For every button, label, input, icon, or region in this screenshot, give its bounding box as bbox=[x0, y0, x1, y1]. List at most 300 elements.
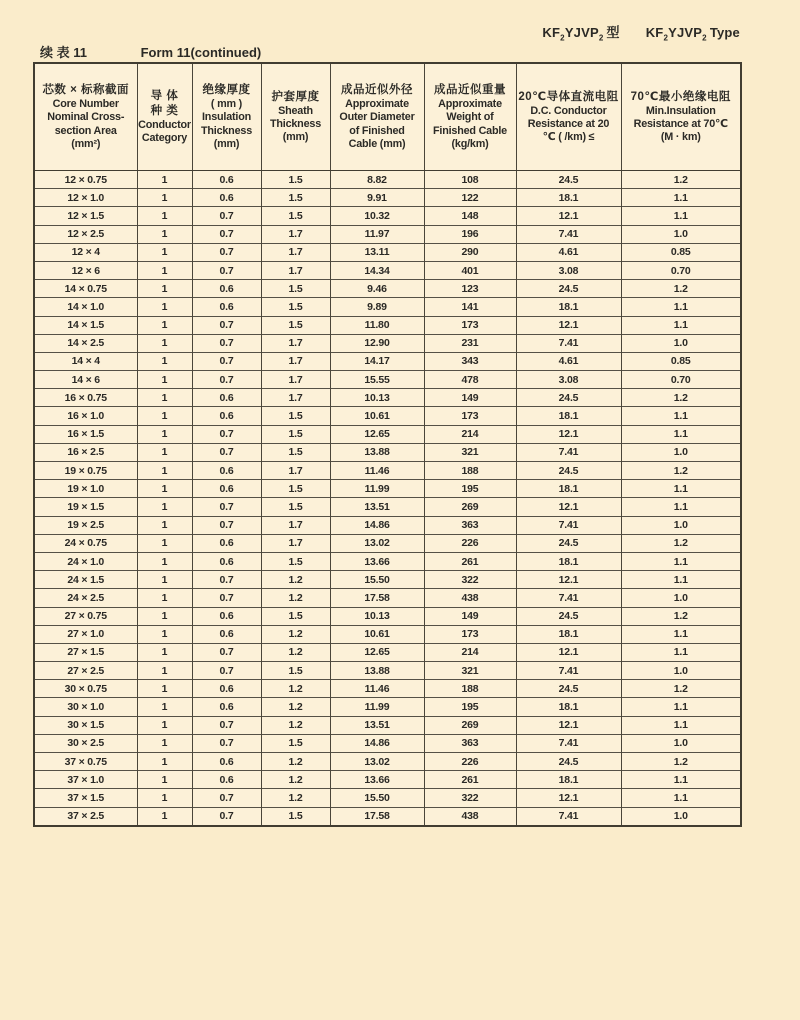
cell-weight: 438 bbox=[424, 589, 516, 607]
cell-dc-resistance: 18.1 bbox=[516, 298, 621, 316]
cell-outer-diameter: 10.61 bbox=[330, 407, 424, 425]
table-caption-cn: 续 表 11 bbox=[40, 45, 87, 60]
cell-conductor-category: 1 bbox=[137, 298, 192, 316]
cell-conductor-category: 1 bbox=[137, 662, 192, 680]
cell-sheath-thickness: 1.5 bbox=[261, 498, 330, 516]
cell-core-number: 16 × 1.0 bbox=[34, 407, 137, 425]
header-line: Nominal Cross- bbox=[47, 111, 125, 124]
table-row bbox=[34, 534, 741, 552]
cell-conductor-category: 1 bbox=[137, 571, 192, 589]
cell-sheath-thickness: 1.2 bbox=[261, 643, 330, 661]
cell-conductor-category: 1 bbox=[137, 680, 192, 698]
spec-table-header bbox=[34, 63, 741, 171]
cell-min-insulation-resistance: 0.70 bbox=[621, 371, 741, 389]
header-line: Category bbox=[141, 132, 188, 144]
header-line: Approximate bbox=[438, 98, 502, 111]
header-line: (mm) bbox=[282, 131, 309, 144]
header-line: 护套厚度 bbox=[271, 90, 320, 103]
cell-insulation-thickness: 0.7 bbox=[192, 225, 261, 243]
cell-min-insulation-resistance: 1.1 bbox=[621, 716, 741, 734]
cell-weight: 173 bbox=[424, 316, 516, 334]
header-line: Resistance at 70℃ bbox=[633, 117, 728, 130]
cell-weight: 123 bbox=[424, 280, 516, 298]
cell-min-insulation-resistance: 1.1 bbox=[621, 298, 741, 316]
cell-conductor-category: 1 bbox=[137, 316, 192, 334]
cell-outer-diameter: 14.86 bbox=[330, 734, 424, 752]
header-line: Conductor bbox=[138, 118, 191, 131]
cell-weight: 122 bbox=[424, 189, 516, 207]
cell-dc-resistance: 4.61 bbox=[516, 243, 621, 261]
cell-min-insulation-resistance: 1.1 bbox=[621, 425, 741, 443]
cell-insulation-thickness: 0.7 bbox=[192, 516, 261, 534]
cell-sheath-thickness: 1.5 bbox=[261, 480, 330, 498]
cell-sheath-thickness: 1.5 bbox=[261, 734, 330, 752]
cell-min-insulation-resistance: 1.2 bbox=[621, 534, 741, 552]
header-line: Min.Insulation bbox=[645, 104, 716, 117]
cell-weight: 148 bbox=[424, 207, 516, 225]
cell-insulation-thickness: 0.7 bbox=[192, 207, 261, 225]
table-caption-en: Form 11(continued) bbox=[140, 45, 262, 60]
cell-weight: 322 bbox=[424, 571, 516, 589]
cell-weight: 401 bbox=[424, 261, 516, 279]
cell-insulation-thickness: 0.6 bbox=[192, 753, 261, 771]
header-line: Resistance at 20 bbox=[527, 117, 610, 130]
cell-core-number: 27 × 0.75 bbox=[34, 607, 137, 625]
cell-dc-resistance: 18.1 bbox=[516, 407, 621, 425]
cell-core-number: 14 × 1.5 bbox=[34, 316, 137, 334]
cell-dc-resistance: 12.1 bbox=[516, 498, 621, 516]
header-line: 20℃导体直流电阻 bbox=[518, 90, 619, 103]
cell-dc-resistance: 7.41 bbox=[516, 225, 621, 243]
cell-outer-diameter: 10.61 bbox=[330, 625, 424, 643]
cell-weight: 149 bbox=[424, 607, 516, 625]
cell-weight: 231 bbox=[424, 334, 516, 352]
cell-min-insulation-resistance: 0.70 bbox=[621, 261, 741, 279]
cell-dc-resistance: 24.5 bbox=[516, 753, 621, 771]
cable-type-label bbox=[542, 22, 740, 43]
cell-core-number: 37 × 1.5 bbox=[34, 789, 137, 807]
cell-weight: 226 bbox=[424, 753, 516, 771]
cell-dc-resistance: 18.1 bbox=[516, 552, 621, 570]
table-row bbox=[34, 189, 741, 207]
table-row bbox=[34, 371, 741, 389]
table-row bbox=[34, 443, 741, 461]
cell-conductor-category: 1 bbox=[137, 207, 192, 225]
cell-outer-diameter: 9.89 bbox=[330, 298, 424, 316]
cell-sheath-thickness: 1.5 bbox=[261, 443, 330, 461]
column-header-insulation-thickness bbox=[192, 63, 261, 171]
cell-insulation-thickness: 0.6 bbox=[192, 389, 261, 407]
cell-min-insulation-resistance: 1.0 bbox=[621, 334, 741, 352]
cell-dc-resistance: 12.1 bbox=[516, 425, 621, 443]
cell-dc-resistance: 12.1 bbox=[516, 207, 621, 225]
table-row bbox=[34, 643, 741, 661]
cell-core-number: 16 × 0.75 bbox=[34, 389, 137, 407]
cell-dc-resistance: 4.61 bbox=[516, 352, 621, 370]
cell-sheath-thickness: 1.5 bbox=[261, 807, 330, 826]
table-row bbox=[34, 716, 741, 734]
cell-dc-resistance: 24.5 bbox=[516, 534, 621, 552]
cell-sheath-thickness: 1.7 bbox=[261, 534, 330, 552]
cell-weight: 188 bbox=[424, 680, 516, 698]
cell-core-number: 14 × 4 bbox=[34, 352, 137, 370]
cell-outer-diameter: 14.86 bbox=[330, 516, 424, 534]
cell-dc-resistance: 7.41 bbox=[516, 807, 621, 826]
cell-conductor-category: 1 bbox=[137, 334, 192, 352]
column-header-dc-resistance bbox=[516, 63, 621, 171]
cell-outer-diameter: 13.02 bbox=[330, 534, 424, 552]
header-line: 70℃最小绝缘电阻 bbox=[630, 90, 731, 103]
cell-insulation-thickness: 0.7 bbox=[192, 734, 261, 752]
cell-min-insulation-resistance: 1.1 bbox=[621, 189, 741, 207]
cell-core-number: 24 × 1.5 bbox=[34, 571, 137, 589]
cell-weight: 290 bbox=[424, 243, 516, 261]
cell-dc-resistance: 7.41 bbox=[516, 734, 621, 752]
cell-weight: 261 bbox=[424, 552, 516, 570]
cell-conductor-category: 1 bbox=[137, 771, 192, 789]
cell-sheath-thickness: 1.7 bbox=[261, 389, 330, 407]
cell-sheath-thickness: 1.7 bbox=[261, 243, 330, 261]
cell-outer-diameter: 13.51 bbox=[330, 716, 424, 734]
cell-sheath-thickness: 1.2 bbox=[261, 716, 330, 734]
cell-outer-diameter: 11.97 bbox=[330, 225, 424, 243]
cell-dc-resistance: 12.1 bbox=[516, 316, 621, 334]
cell-weight: 261 bbox=[424, 771, 516, 789]
header-line: Finished Cable bbox=[433, 124, 507, 137]
cell-outer-diameter: 10.13 bbox=[330, 607, 424, 625]
cell-dc-resistance: 7.41 bbox=[516, 443, 621, 461]
cell-sheath-thickness: 1.5 bbox=[261, 407, 330, 425]
column-header-conductor-category bbox=[137, 63, 192, 171]
cell-core-number: 27 × 1.5 bbox=[34, 643, 137, 661]
cell-insulation-thickness: 0.7 bbox=[192, 243, 261, 261]
cell-insulation-thickness: 0.7 bbox=[192, 334, 261, 352]
cell-conductor-category: 1 bbox=[137, 643, 192, 661]
cell-core-number: 12 × 1.0 bbox=[34, 189, 137, 207]
cell-sheath-thickness: 1.7 bbox=[261, 516, 330, 534]
table-row bbox=[34, 607, 741, 625]
cell-dc-resistance: 24.5 bbox=[516, 280, 621, 298]
cell-min-insulation-resistance: 0.85 bbox=[621, 352, 741, 370]
header-line: 导 体 bbox=[150, 89, 179, 102]
cell-weight: 321 bbox=[424, 662, 516, 680]
cell-outer-diameter: 13.88 bbox=[330, 443, 424, 461]
cell-weight: 438 bbox=[424, 807, 516, 826]
header-line: (mm²) bbox=[71, 137, 101, 150]
cell-weight: 363 bbox=[424, 734, 516, 752]
cell-weight: 195 bbox=[424, 480, 516, 498]
cell-core-number: 24 × 1.0 bbox=[34, 552, 137, 570]
cell-sheath-thickness: 1.5 bbox=[261, 207, 330, 225]
cell-weight: 226 bbox=[424, 534, 516, 552]
cell-core-number: 30 × 0.75 bbox=[34, 680, 137, 698]
table-row bbox=[34, 207, 741, 225]
cell-outer-diameter: 11.99 bbox=[330, 480, 424, 498]
spec-table-body bbox=[34, 171, 741, 826]
cell-conductor-category: 1 bbox=[137, 225, 192, 243]
table-row bbox=[34, 407, 741, 425]
cell-min-insulation-resistance: 1.2 bbox=[621, 680, 741, 698]
cell-sheath-thickness: 1.5 bbox=[261, 316, 330, 334]
cell-min-insulation-resistance: 1.0 bbox=[621, 662, 741, 680]
header-line: section Area bbox=[54, 124, 117, 137]
cell-conductor-category: 1 bbox=[137, 498, 192, 516]
table-row bbox=[34, 680, 741, 698]
table-row bbox=[34, 498, 741, 516]
cell-outer-diameter: 9.91 bbox=[330, 189, 424, 207]
header-line: Cable (mm) bbox=[348, 137, 406, 150]
cell-min-insulation-resistance: 1.2 bbox=[621, 753, 741, 771]
cell-insulation-thickness: 0.6 bbox=[192, 534, 261, 552]
cell-outer-diameter: 13.66 bbox=[330, 771, 424, 789]
cell-conductor-category: 1 bbox=[137, 534, 192, 552]
cell-dc-resistance: 12.1 bbox=[516, 716, 621, 734]
cell-core-number: 14 × 0.75 bbox=[34, 280, 137, 298]
cell-weight: 214 bbox=[424, 643, 516, 661]
cell-core-number: 12 × 1.5 bbox=[34, 207, 137, 225]
cell-outer-diameter: 10.13 bbox=[330, 389, 424, 407]
cell-insulation-thickness: 0.7 bbox=[192, 352, 261, 370]
cell-sheath-thickness: 1.2 bbox=[261, 771, 330, 789]
cell-conductor-category: 1 bbox=[137, 753, 192, 771]
header-line: Outer Diameter bbox=[339, 111, 415, 124]
cell-outer-diameter: 12.65 bbox=[330, 425, 424, 443]
cell-insulation-thickness: 0.6 bbox=[192, 607, 261, 625]
table-row bbox=[34, 734, 741, 752]
cell-min-insulation-resistance: 1.0 bbox=[621, 589, 741, 607]
table-row bbox=[34, 225, 741, 243]
header-line: Thickness bbox=[200, 124, 252, 137]
cell-outer-diameter: 14.17 bbox=[330, 352, 424, 370]
cell-weight: 195 bbox=[424, 698, 516, 716]
cell-core-number: 14 × 2.5 bbox=[34, 334, 137, 352]
cell-outer-diameter: 11.99 bbox=[330, 698, 424, 716]
table-caption bbox=[40, 42, 261, 61]
cell-sheath-thickness: 1.5 bbox=[261, 607, 330, 625]
table-row bbox=[34, 389, 741, 407]
cell-outer-diameter: 11.46 bbox=[330, 462, 424, 480]
table-row bbox=[34, 425, 741, 443]
cell-insulation-thickness: 0.6 bbox=[192, 552, 261, 570]
cell-dc-resistance: 7.41 bbox=[516, 589, 621, 607]
cell-weight: 321 bbox=[424, 443, 516, 461]
cell-outer-diameter: 15.50 bbox=[330, 571, 424, 589]
table-row bbox=[34, 625, 741, 643]
cell-weight: 149 bbox=[424, 389, 516, 407]
cell-core-number: 30 × 1.5 bbox=[34, 716, 137, 734]
cell-insulation-thickness: 0.6 bbox=[192, 680, 261, 698]
cell-insulation-thickness: 0.7 bbox=[192, 643, 261, 661]
cell-core-number: 14 × 6 bbox=[34, 371, 137, 389]
cell-conductor-category: 1 bbox=[137, 552, 192, 570]
cell-insulation-thickness: 0.6 bbox=[192, 698, 261, 716]
cell-sheath-thickness: 1.2 bbox=[261, 789, 330, 807]
cell-dc-resistance: 7.41 bbox=[516, 662, 621, 680]
cell-insulation-thickness: 0.6 bbox=[192, 771, 261, 789]
cell-conductor-category: 1 bbox=[137, 462, 192, 480]
cell-core-number: 12 × 2.5 bbox=[34, 225, 137, 243]
cell-insulation-thickness: 0.6 bbox=[192, 171, 261, 189]
cell-min-insulation-resistance: 1.1 bbox=[621, 771, 741, 789]
table-row bbox=[34, 334, 741, 352]
cell-insulation-thickness: 0.7 bbox=[192, 716, 261, 734]
cell-outer-diameter: 11.46 bbox=[330, 680, 424, 698]
cell-insulation-thickness: 0.6 bbox=[192, 407, 261, 425]
column-header-sheath-thickness bbox=[261, 63, 330, 171]
cell-conductor-category: 1 bbox=[137, 734, 192, 752]
cell-min-insulation-resistance: 1.1 bbox=[621, 407, 741, 425]
cell-outer-diameter: 11.80 bbox=[330, 316, 424, 334]
cell-dc-resistance: 18.1 bbox=[516, 189, 621, 207]
cell-min-insulation-resistance: 1.1 bbox=[621, 552, 741, 570]
cell-conductor-category: 1 bbox=[137, 371, 192, 389]
table-row bbox=[34, 552, 741, 570]
table-row bbox=[34, 753, 741, 771]
cell-insulation-thickness: 0.6 bbox=[192, 625, 261, 643]
cell-insulation-thickness: 0.7 bbox=[192, 662, 261, 680]
column-header-core-number bbox=[34, 63, 137, 171]
cell-min-insulation-resistance: 1.2 bbox=[621, 462, 741, 480]
cell-min-insulation-resistance: 1.1 bbox=[621, 625, 741, 643]
cell-sheath-thickness: 1.7 bbox=[261, 334, 330, 352]
cell-conductor-category: 1 bbox=[137, 171, 192, 189]
cell-min-insulation-resistance: 1.0 bbox=[621, 225, 741, 243]
cell-core-number: 14 × 1.0 bbox=[34, 298, 137, 316]
cell-outer-diameter: 13.02 bbox=[330, 753, 424, 771]
cell-min-insulation-resistance: 1.0 bbox=[621, 443, 741, 461]
table-row bbox=[34, 771, 741, 789]
cell-conductor-category: 1 bbox=[137, 789, 192, 807]
cell-sheath-thickness: 1.5 bbox=[261, 552, 330, 570]
cell-core-number: 24 × 2.5 bbox=[34, 589, 137, 607]
cell-insulation-thickness: 0.6 bbox=[192, 462, 261, 480]
cell-outer-diameter: 17.58 bbox=[330, 807, 424, 826]
spec-table bbox=[33, 62, 742, 827]
cell-dc-resistance: 18.1 bbox=[516, 698, 621, 716]
cell-conductor-category: 1 bbox=[137, 189, 192, 207]
header-line: Sheath bbox=[278, 104, 313, 117]
cell-outer-diameter: 12.90 bbox=[330, 334, 424, 352]
cell-conductor-category: 1 bbox=[137, 261, 192, 279]
table-row bbox=[34, 298, 741, 316]
cell-min-insulation-resistance: 1.1 bbox=[621, 643, 741, 661]
header-row bbox=[34, 63, 741, 171]
column-header-outer-diameter bbox=[330, 63, 424, 171]
cell-dc-resistance: 24.5 bbox=[516, 462, 621, 480]
cell-core-number: 12 × 4 bbox=[34, 243, 137, 261]
cell-weight: 478 bbox=[424, 371, 516, 389]
cell-core-number: 16 × 1.5 bbox=[34, 425, 137, 443]
cell-core-number: 12 × 6 bbox=[34, 261, 137, 279]
cell-outer-diameter: 15.50 bbox=[330, 789, 424, 807]
cell-sheath-thickness: 1.7 bbox=[261, 261, 330, 279]
cell-conductor-category: 1 bbox=[137, 243, 192, 261]
cell-sheath-thickness: 1.5 bbox=[261, 171, 330, 189]
cell-conductor-category: 1 bbox=[137, 516, 192, 534]
cell-insulation-thickness: 0.7 bbox=[192, 443, 261, 461]
table-row bbox=[34, 462, 741, 480]
table-row bbox=[34, 280, 741, 298]
cell-dc-resistance: 3.08 bbox=[516, 371, 621, 389]
cell-conductor-category: 1 bbox=[137, 589, 192, 607]
header-line: 种 类 bbox=[150, 104, 179, 117]
table-row bbox=[34, 243, 741, 261]
cell-core-number: 12 × 0.75 bbox=[64, 173, 107, 186]
table-row bbox=[34, 807, 741, 826]
cell-sheath-thickness: 1.7 bbox=[261, 462, 330, 480]
cell-dc-resistance: 7.41 bbox=[516, 516, 621, 534]
table-row bbox=[34, 516, 741, 534]
cell-weight: 363 bbox=[424, 516, 516, 534]
cell-weight: 108 bbox=[424, 171, 516, 189]
table-row bbox=[34, 480, 741, 498]
cell-core-number: 37 × 1.0 bbox=[34, 771, 137, 789]
cell-min-insulation-resistance: 1.0 bbox=[621, 516, 741, 534]
cell-sheath-thickness: 1.7 bbox=[261, 352, 330, 370]
header-line: of Finished bbox=[349, 124, 405, 137]
cell-core-number: 37 × 0.75 bbox=[34, 753, 137, 771]
header-line: Core Number bbox=[52, 98, 119, 111]
cell-weight: 188 bbox=[424, 462, 516, 480]
cell-conductor-category: 1 bbox=[137, 607, 192, 625]
cell-insulation-thickness: 0.6 bbox=[192, 280, 261, 298]
table-row bbox=[34, 316, 741, 334]
header-line: (M · km) bbox=[660, 131, 701, 144]
cell-dc-resistance: 12.1 bbox=[516, 789, 621, 807]
cell-outer-diameter: 15.55 bbox=[330, 371, 424, 389]
cell-min-insulation-resistance: 0.85 bbox=[621, 243, 741, 261]
cable-type-cn: $KF_2YJVP_2$ 型 bbox=[542, 25, 620, 43]
cell-insulation-thickness: 0.7 bbox=[192, 571, 261, 589]
cell-weight: 141 bbox=[424, 298, 516, 316]
cell-sheath-thickness: 1.2 bbox=[261, 698, 330, 716]
cell-insulation-thickness: 0.7 bbox=[192, 807, 261, 826]
table-row bbox=[34, 352, 741, 370]
cell-outer-diameter: 13.51 bbox=[330, 498, 424, 516]
header-line: Insulation bbox=[202, 111, 251, 124]
cell-core-number: 30 × 1.0 bbox=[34, 698, 137, 716]
table-row bbox=[34, 789, 741, 807]
table-row bbox=[34, 171, 741, 189]
cell-conductor-category: 1 bbox=[137, 407, 192, 425]
cell-weight: 269 bbox=[424, 716, 516, 734]
cell-sheath-thickness: 1.5 bbox=[261, 189, 330, 207]
cell-min-insulation-resistance: 1.2 bbox=[621, 607, 741, 625]
cell-min-insulation-resistance: 1.0 bbox=[621, 734, 741, 752]
header-line: 成品近似外径 bbox=[341, 84, 413, 97]
cell-sheath-thickness: 1.2 bbox=[261, 571, 330, 589]
cell-dc-resistance: 12.1 bbox=[516, 643, 621, 661]
header-line: (kg/km) bbox=[451, 137, 489, 150]
header-line: Thickness bbox=[269, 117, 321, 130]
cell-conductor-category: 1 bbox=[137, 625, 192, 643]
cell-min-insulation-resistance: 1.1 bbox=[621, 480, 741, 498]
cell-min-insulation-resistance: 1.1 bbox=[621, 789, 741, 807]
cell-min-insulation-resistance: 1.1 bbox=[621, 498, 741, 516]
cell-sheath-thickness: 1.2 bbox=[261, 589, 330, 607]
cell-min-insulation-resistance: 1.2 bbox=[621, 389, 741, 407]
header-line: 成品近似重量 bbox=[434, 84, 506, 97]
cell-core-number: 19 × 1.0 bbox=[34, 480, 137, 498]
cell-insulation-thickness: 0.7 bbox=[192, 371, 261, 389]
cell-outer-diameter: 13.11 bbox=[330, 243, 424, 261]
header-line: 绝缘厚度 bbox=[202, 84, 251, 97]
cell-sheath-thickness: 1.5 bbox=[261, 425, 330, 443]
cell-core-number: 37 × 2.5 bbox=[34, 807, 137, 826]
cell-weight: 196 bbox=[424, 225, 516, 243]
cell-min-insulation-resistance: 1.1 bbox=[621, 698, 741, 716]
cell-sheath-thickness: 1.5 bbox=[261, 662, 330, 680]
